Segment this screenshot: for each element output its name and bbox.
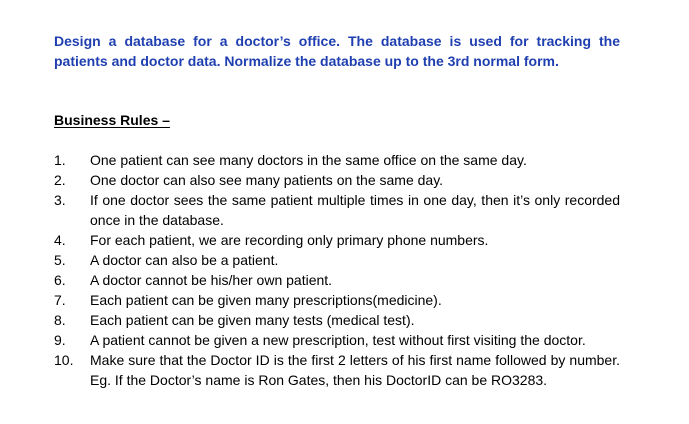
rule-number: 2. xyxy=(54,172,66,188)
rule-item xyxy=(54,310,620,330)
rule-number: 1. xyxy=(54,152,66,168)
rule-text: A doctor can also be a patient. xyxy=(90,252,279,268)
rule-text: If one doctor sees the same patient multiple times in one day, then it’s only recorded once in the database. xyxy=(90,192,620,228)
rule-item xyxy=(54,150,620,170)
rule-text: A doctor cannot be his/her own patient. xyxy=(90,272,333,288)
rule-text: Make sure that the Doctor ID is the first 2 letters of his first name followed by number. Eg. If the Doctor’s name is Ron Gates, then his DoctorID can be RO3283. xyxy=(90,352,620,388)
rule-item xyxy=(54,190,620,230)
rule-text: One doctor can also see many patients on the same day. xyxy=(90,172,444,188)
assignment-intro: Design a database for a doctor’s office. The database is used for tracking the patients and doctor data. Normalize the database up to the 3rd normal form. xyxy=(54,33,620,69)
rule-item xyxy=(54,330,620,350)
rule-item xyxy=(54,270,620,290)
rule-number: 5. xyxy=(54,252,66,268)
rule-number: 7. xyxy=(54,292,66,308)
rule-text: A patient cannot be given a new prescription, test without first visiting the doctor. xyxy=(90,332,586,348)
rule-number: 6. xyxy=(54,272,66,288)
rule-item xyxy=(54,250,620,270)
rule-number: 4. xyxy=(54,232,66,248)
rule-text: One patient can see many doctors in the same office on the same day. xyxy=(90,152,527,168)
rule-text: Each patient can be given many tests (medical test). xyxy=(90,312,415,328)
rule-number: 8. xyxy=(54,312,66,328)
rule-item xyxy=(54,350,620,390)
rule-number: 3. xyxy=(54,192,66,208)
rule-text: Each patient can be given many prescriptions(medicine). xyxy=(90,292,442,308)
rule-number: 9. xyxy=(54,332,66,348)
business-rules-heading: Business Rules – xyxy=(54,112,170,128)
rule-item xyxy=(54,230,620,250)
rule-text: For each patient, we are recording only primary phone numbers. xyxy=(90,232,489,248)
rule-number: 10. xyxy=(54,352,74,368)
business-rules-list xyxy=(54,150,620,390)
rule-item xyxy=(54,170,620,190)
rule-item xyxy=(54,290,620,310)
